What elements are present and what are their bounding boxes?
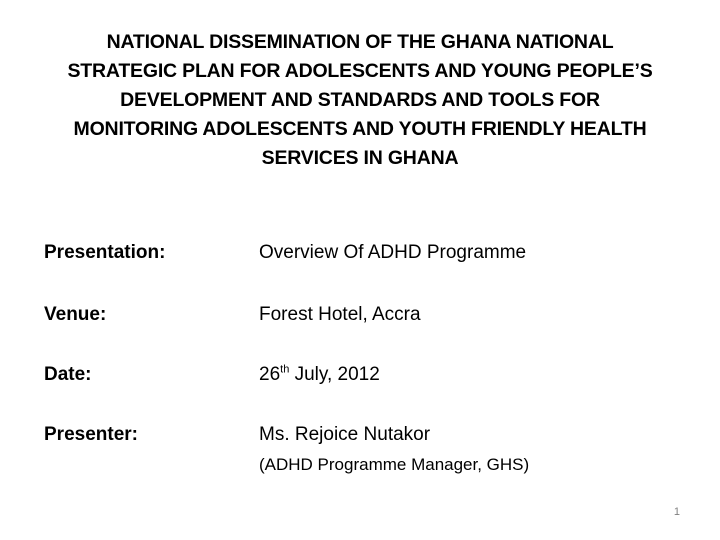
title-line: STRATEGIC PLAN FOR ADOLESCENTS AND YOUNG PEOPLE’S (67, 60, 653, 82)
presenter-label: Presenter: (44, 424, 138, 445)
venue-label: Venue: (44, 304, 107, 325)
presenter-role: (ADHD Programme Manager, GHS) (259, 455, 530, 474)
slide-title (40, 28, 680, 173)
title-line: NATIONAL DISSEMINATION OF THE GHANA NATIONAL (106, 31, 614, 53)
presenter-value: Ms. Rejoice Nutakor (259, 424, 431, 445)
title-line: MONITORING ADOLESCENTS AND YOUTH FRIENDLY HEALTH (73, 118, 647, 140)
title-line: DEVELOPMENT AND STANDARDS AND TOOLS FOR (120, 89, 600, 111)
venue-value: Forest Hotel, Accra (259, 304, 421, 325)
date-label: Date: (44, 364, 92, 385)
presentation-value: Overview Of ADHD Programme (259, 242, 527, 263)
date-day: 26 (259, 364, 281, 385)
date-rest: July, 2012 (289, 364, 380, 385)
date-value (259, 362, 380, 388)
title-line: SERVICES IN GHANA (261, 147, 459, 169)
page-number: 1 (673, 506, 680, 518)
date-ordinal-suffix: th (280, 363, 290, 376)
presentation-label: Presentation: (44, 242, 166, 263)
